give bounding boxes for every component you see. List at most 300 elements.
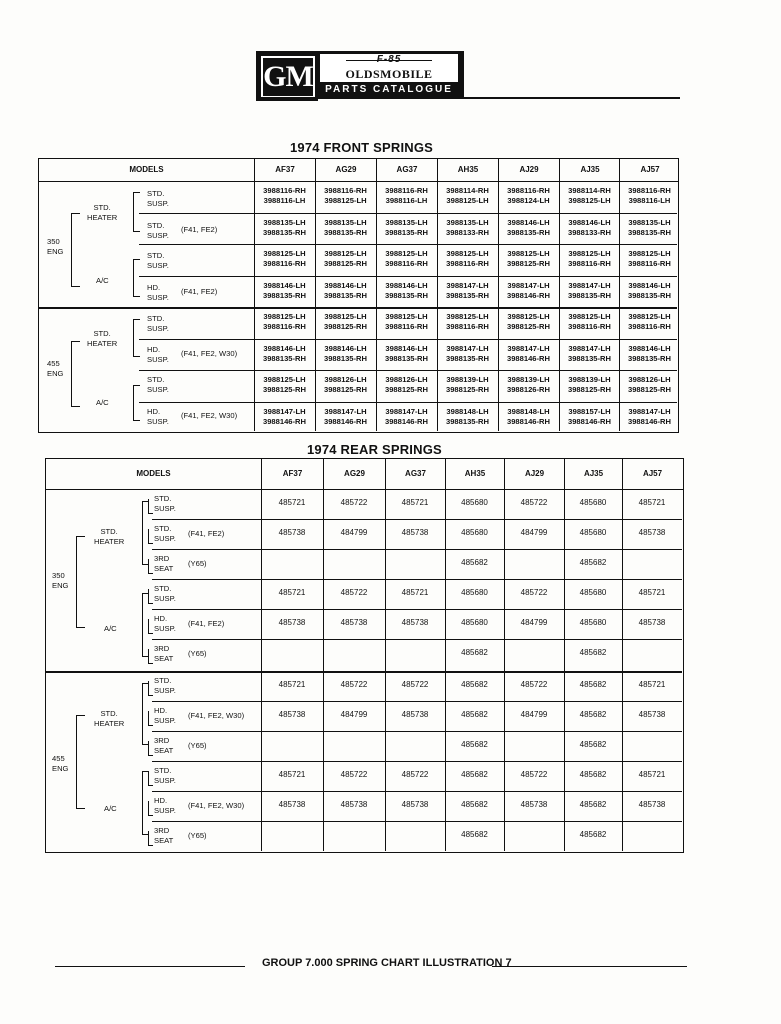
rear-spring-cell: 485680 (579, 528, 607, 537)
rear-spring-cell: 484799 (340, 710, 368, 719)
part-number: 3988125-LH (568, 196, 611, 205)
front-spring-cell (619, 375, 680, 395)
front-spring-cell (619, 407, 680, 427)
part-number: 3988147-LH (507, 280, 550, 290)
models-header: MODELS (136, 469, 171, 478)
front-spring-cell (559, 218, 620, 238)
rear-spring-cell: 485682 (579, 648, 607, 657)
row-label-line: 3RD (154, 554, 170, 563)
front-spring-cell (254, 186, 315, 206)
part-number: 3988116-LH (263, 196, 306, 205)
part-number: 3988125-RH (567, 385, 612, 394)
front-spring-cell (559, 186, 620, 206)
front-spring-cell (376, 312, 437, 332)
row-label-line: SUSP. (154, 534, 176, 543)
front-spring-cell (376, 375, 437, 395)
front-col-header-aj29: AJ29 (498, 159, 559, 181)
part-number: 3988125-LH (263, 375, 306, 384)
part-number: 3988157-LH (568, 406, 611, 416)
front-spring-cell (254, 375, 315, 395)
row-label-line: SUSP. (154, 716, 176, 725)
front-spring-cell (619, 312, 680, 332)
rear-spring-cell: 485721 (278, 770, 306, 779)
rear-col-header-aj29: AJ29 (504, 459, 564, 489)
row-label-bracket (148, 741, 153, 756)
row-label-line: SEAT (154, 836, 174, 845)
rear-spring-cell: 485722 (340, 770, 368, 779)
part-number: 3988147-LH (263, 406, 306, 416)
front-spring-cell (498, 186, 559, 206)
part-number: 3988146-LH (385, 280, 428, 290)
rear-row-divider (152, 549, 682, 550)
part-number: 3988125-LH (446, 196, 489, 205)
front-spring-cell (498, 249, 559, 269)
part-number: 3988135-LH (263, 217, 306, 227)
front-spring-cell (254, 312, 315, 332)
part-number: 3988126-LH (628, 375, 671, 384)
rear-spring-cell: 485721 (638, 498, 666, 507)
rear-spring-cell: 485722 (520, 588, 548, 597)
front-spring-cell (376, 344, 437, 364)
std-heater-label-350: STD. HEATER (94, 527, 125, 546)
front-spring-cell (437, 281, 498, 301)
part-number: 3988148-LH (507, 406, 550, 416)
front-row-divider (139, 276, 677, 277)
rear-spring-cell: 485738 (340, 618, 368, 627)
models-header: MODELS (129, 165, 164, 174)
row-label-line: 3RD (154, 736, 170, 745)
rear-spring-cell: 485721 (638, 588, 666, 597)
part-number: 3988116-LH (628, 196, 671, 205)
part-number: 3988125-LH (628, 312, 671, 321)
part-number: 3988133-RH (567, 227, 612, 237)
part-number: 3988139-LH (446, 375, 489, 384)
rear-col-divider (564, 489, 565, 851)
rear-col-divider (622, 489, 623, 851)
rear-spring-cell: 485722 (401, 680, 429, 689)
row-label-bracket (148, 831, 153, 846)
front-spring-cell (315, 249, 376, 269)
row-label-bracket (148, 711, 153, 726)
std-susp-label-r2: STD. SUSP. (147, 221, 169, 240)
rear-col-header-aj35: AJ35 (564, 459, 622, 489)
rear-spring-cell: 485680 (461, 528, 488, 537)
rear-spring-cell: 485682 (579, 830, 607, 839)
front-spring-cell (498, 281, 559, 301)
part-number: 3988116-RH (628, 186, 671, 195)
rear-option-codes: (Y65) (188, 649, 207, 658)
part-number: 3988146-LH (628, 343, 671, 353)
part-number: 3988116-RH (628, 322, 671, 331)
gm-logo (256, 51, 318, 101)
part-number: 3988126-LH (324, 375, 367, 384)
part-number: 3988116-RH (568, 259, 611, 268)
front-spring-cell (559, 249, 620, 269)
part-number: 3988124-LH (507, 196, 550, 205)
rear-spring-cell: 485680 (579, 618, 607, 627)
rear-col-header-ag37: AG37 (385, 459, 445, 489)
rear-spring-cell: 485682 (461, 648, 488, 657)
row-label-line: SUSP. (154, 806, 176, 815)
part-number: 3988125-LH (324, 196, 367, 205)
rear-spring-cell: 485722 (340, 680, 368, 689)
front-spring-cell (619, 249, 680, 269)
rear-col-header-ah35: AH35 (445, 459, 504, 489)
rear-col-header-ag29: AG29 (323, 459, 385, 489)
part-number: 3988135-RH (323, 227, 368, 237)
row-label-bracket (148, 499, 153, 514)
rear-spring-cell: 484799 (520, 710, 548, 719)
part-number: 3988135-LH (628, 217, 671, 227)
front-spring-cell (254, 407, 315, 427)
front-spring-cell (315, 312, 376, 332)
row-label-line: SUSP. (154, 776, 176, 785)
front-spring-cell (315, 218, 376, 238)
hd-susp-label-r6: HD. SUSP. (147, 345, 169, 364)
front-spring-cell (315, 344, 376, 364)
part-number: 3988146-LH (568, 217, 611, 227)
rear-col-header-af37: AF37 (261, 459, 323, 489)
rear-spring-cell: 484799 (520, 528, 548, 537)
part-number: 3988125-RH (627, 385, 672, 394)
front-spring-cell (315, 186, 376, 206)
row-label-bracket (148, 529, 153, 544)
rear-col-divider (323, 489, 324, 851)
part-number: 3988139-LH (507, 375, 550, 384)
rear-row-divider (46, 671, 682, 673)
part-number: 3988146-RH (506, 416, 551, 426)
part-number: 3988135-RH (627, 227, 672, 237)
rear-spring-cell: 485738 (278, 710, 306, 719)
footer-caption: GROUP 7.000 SPRING CHART ILLUSTRATION 7 (262, 957, 512, 969)
rear-row-label (154, 524, 176, 544)
f85-mark: F-85 (320, 54, 458, 65)
footer-rule-right (492, 966, 687, 967)
rear-col-divider (385, 489, 386, 851)
rear-spring-cell: 485682 (461, 710, 488, 719)
front-spring-cell (498, 312, 559, 332)
row-label-bracket (148, 559, 153, 574)
ac-label-455: A/C (96, 398, 109, 407)
rear-spring-cell: 485721 (638, 680, 666, 689)
front-col-header-aj35: AJ35 (559, 159, 620, 181)
rear-col-divider (445, 489, 446, 851)
part-number: 3988125-LH (507, 249, 550, 258)
eng-350-label: 350 ENG (52, 571, 69, 590)
eng-455-label: 455 ENG (52, 754, 69, 773)
front-row-divider (139, 402, 677, 403)
row-label-line: STD. (154, 766, 172, 775)
rear-option-codes: (Y65) (188, 559, 207, 568)
front-spring-cell (315, 281, 376, 301)
part-number: 3988116-RH (263, 186, 306, 195)
front-row-divider (139, 213, 677, 214)
row-label-bracket (148, 771, 153, 786)
part-number: 3988147-LH (324, 406, 367, 416)
rear-option-codes: (Y65) (188, 741, 207, 750)
rear-row-label (154, 796, 176, 816)
part-number: 3988125-LH (568, 249, 611, 258)
rear-spring-cell: 485721 (278, 498, 306, 507)
part-number: 3988135-RH (445, 353, 490, 363)
row-label-bracket (148, 589, 153, 604)
option-codes-r8: (F41, FE2, W30) (181, 411, 238, 420)
rear-spring-cell: 485721 (401, 498, 429, 507)
part-number: 3988126-LH (385, 375, 428, 384)
rear-spring-cell: 485722 (340, 498, 368, 507)
rear-spring-cell: 485682 (579, 558, 607, 567)
rear-spring-cell: 485680 (461, 588, 488, 597)
rear-spring-cell: 485738 (401, 528, 429, 537)
rear-spring-cell: 485682 (461, 770, 488, 779)
rear-spring-cell: 485738 (401, 710, 429, 719)
rear-row-label (154, 706, 176, 726)
front-spring-cell (437, 312, 498, 332)
rear-spring-cell: 485738 (638, 618, 666, 627)
catalogue-logo (256, 51, 466, 101)
front-col-header-ah35: AH35 (437, 159, 498, 181)
row-label-bracket (148, 681, 153, 696)
part-number: 3988116-RH (385, 186, 428, 195)
part-number: 3988125-LH (324, 249, 367, 258)
part-number: 3988125-LH (446, 312, 489, 321)
part-number: 3988147-LH (568, 280, 611, 290)
rear-option-codes: (F41, FE2, W30) (188, 711, 245, 720)
part-number: 3988139-LH (568, 375, 611, 384)
front-col-header-ag37: AG37 (376, 159, 437, 181)
row-label-line: HD. (154, 706, 168, 715)
part-number: 3988146-RH (262, 416, 307, 426)
rear-spring-cell: 485682 (579, 800, 607, 809)
eng-455-bracket (76, 715, 85, 809)
front-spring-cell (619, 281, 680, 301)
part-number: 3988126-RH (506, 385, 551, 394)
brand-block (316, 51, 464, 99)
front-spring-cell (376, 218, 437, 238)
part-number: 3988125-LH (385, 312, 428, 321)
ac-label-455: A/C (104, 804, 117, 813)
row-label-bracket (148, 619, 153, 634)
part-number: 3988146-RH (567, 416, 612, 426)
part-number: 3988125-LH (263, 249, 306, 258)
part-number: 3988116-RH (628, 259, 671, 268)
part-number: 3988146-LH (628, 280, 671, 290)
std-heater-label-455: STD. HEATER (87, 329, 118, 348)
front-spring-cell (498, 218, 559, 238)
part-number: 3988147-LH (507, 343, 550, 353)
rear-row-label (154, 494, 176, 514)
brand-top-panel (320, 54, 458, 82)
part-number: 3988146-LH (385, 343, 428, 353)
rear-col-divider (504, 489, 505, 851)
footer-rule-left (55, 966, 245, 967)
rear-row-label (154, 614, 176, 634)
front-spring-cell (498, 344, 559, 364)
rear-option-codes: (F41, FE2) (188, 529, 225, 538)
front-spring-cell (559, 375, 620, 395)
row-label-line: SUSP. (154, 594, 176, 603)
part-number: 3988135-LH (324, 217, 367, 227)
part-number: 3988125-LH (507, 312, 550, 321)
rear-row-divider (152, 791, 682, 792)
part-number: 3988146-RH (627, 416, 672, 426)
part-number: 3988116-RH (507, 186, 550, 195)
row-label-line: SEAT (154, 654, 174, 663)
part-number: 3988125-LH (446, 249, 489, 258)
row-label-line: HD. (154, 796, 168, 805)
rear-row-divider (152, 701, 682, 702)
rear-spring-cell: 485721 (278, 680, 306, 689)
part-number: 3988116-RH (385, 322, 428, 331)
front-spring-cell (619, 218, 680, 238)
rear-row-divider (152, 731, 682, 732)
part-number: 3988114-RH (568, 186, 611, 195)
rear-option-codes: (Y65) (188, 831, 207, 840)
row-label-line: 3RD (154, 826, 170, 835)
rear-springs-title: 1974 REAR SPRINGS (307, 442, 442, 457)
option-codes-r4: (F41, FE2) (181, 287, 218, 296)
eng-350-bracket (76, 536, 85, 628)
part-number: 3988135-RH (323, 290, 368, 300)
part-number: 3988116-RH (263, 322, 306, 331)
ac-label-350: A/C (96, 276, 109, 285)
rear-spring-cell: 485738 (401, 618, 429, 627)
part-number: 3988146-LH (507, 217, 550, 227)
rear-spring-cell: 485738 (278, 618, 306, 627)
part-number: 3988135-RH (506, 227, 551, 237)
front-spring-cell (498, 407, 559, 427)
rear-spring-cell: 485682 (579, 770, 607, 779)
row-label-bracket (148, 801, 153, 816)
hd-susp-label-r8: HD. SUSP. (147, 407, 169, 426)
row-label-line: STD. (154, 524, 172, 533)
rear-spring-cell: 485738 (520, 800, 548, 809)
part-number: 3988146-LH (263, 343, 306, 353)
front-spring-cell (437, 218, 498, 238)
row-label-line: SEAT (154, 746, 174, 755)
part-number: 3988135-RH (445, 290, 490, 300)
front-col-header-ag29: AG29 (315, 159, 376, 181)
part-number: 3988135-RH (445, 416, 490, 426)
brand-subtitle: PARTS CATALOGUE (325, 84, 453, 95)
part-number: 3988135-RH (323, 353, 368, 363)
part-number: 3988146-LH (263, 280, 306, 290)
front-spring-cell (437, 186, 498, 206)
front-spring-cell (315, 407, 376, 427)
front-spring-cell (254, 249, 315, 269)
part-number: 3988147-LH (446, 280, 489, 290)
part-number: 3988135-LH (385, 217, 428, 227)
row-label-line: SUSP. (154, 686, 176, 695)
std-susp-label-r5: STD. SUSP. (147, 314, 169, 333)
rear-row-label (154, 644, 173, 664)
std-heater-label-350: STD. HEATER (87, 203, 118, 222)
row-label-line: 3RD (154, 644, 170, 653)
part-number: 3988125-LH (385, 249, 428, 258)
part-number: 3988125-LH (263, 312, 306, 321)
part-number: 3988116-RH (385, 259, 428, 268)
rear-spring-cell: 485738 (638, 710, 666, 719)
front-spring-cell (437, 375, 498, 395)
rear-row-label (154, 736, 173, 756)
part-number: 3988146-LH (324, 280, 367, 290)
front-spring-cell (559, 281, 620, 301)
part-number: 3988135-RH (262, 227, 307, 237)
part-number: 3988116-LH (385, 196, 428, 205)
option-codes-r6: (F41, FE2, W30) (181, 349, 238, 358)
rear-spring-cell: 485682 (579, 710, 607, 719)
rear-spring-cell: 485738 (278, 800, 306, 809)
rear-row-divider (152, 821, 682, 822)
rear-spring-cell: 485722 (401, 770, 429, 779)
part-number: 3988125-RH (323, 259, 368, 268)
rear-spring-cell: 485738 (401, 800, 429, 809)
part-number: 3988125-RH (323, 385, 368, 394)
rear-row-label (154, 766, 176, 786)
std-susp-label-r1: STD. SUSP. (147, 189, 169, 208)
front-col-header-af37: AF37 (254, 159, 315, 181)
part-number: 3988135-RH (384, 227, 429, 237)
part-number: 3988135-RH (384, 353, 429, 363)
rear-spring-cell: 485722 (520, 498, 548, 507)
ac-label-350: A/C (104, 624, 117, 633)
eng-350-bracket (71, 213, 80, 287)
part-number: 3988116-RH (324, 186, 367, 195)
front-spring-cell (315, 375, 376, 395)
part-number: 3988125-LH (628, 249, 671, 258)
rear-spring-cell: 485682 (461, 558, 488, 567)
part-number: 3988135-RH (567, 353, 612, 363)
front-row-divider (139, 244, 677, 245)
part-number: 3988116-RH (568, 322, 611, 331)
front-row-divider (139, 370, 677, 371)
part-number: 3988125-LH (568, 312, 611, 321)
option-codes-r2: (F41, FE2) (181, 225, 218, 234)
rear-spring-cell: 485680 (579, 588, 607, 597)
rear-row-divider (152, 579, 682, 580)
rear-spring-cell: 485738 (340, 800, 368, 809)
part-number: 3988135-LH (446, 217, 489, 227)
front-spring-cell (376, 281, 437, 301)
part-number: 3988125-RH (445, 385, 490, 394)
row-label-line: SUSP. (154, 624, 176, 633)
row-label-line: HD. (154, 614, 168, 623)
part-number: 3988135-RH (262, 290, 307, 300)
part-number: 3988147-LH (568, 343, 611, 353)
rear-spring-cell: 485722 (520, 680, 548, 689)
front-springs-title: 1974 FRONT SPRINGS (290, 140, 434, 155)
front-spring-cell (254, 218, 315, 238)
rear-spring-cell: 485738 (638, 528, 666, 537)
rear-spring-cell: 485680 (579, 498, 607, 507)
front-spring-cell (376, 407, 437, 427)
part-number: 3988133-RH (445, 227, 490, 237)
part-number: 3988125-RH (262, 385, 307, 394)
front-spring-cell (559, 344, 620, 364)
rear-row-label (154, 676, 176, 696)
rear-row-divider (152, 639, 682, 640)
front-spring-cell (376, 249, 437, 269)
part-number: 3988125-RH (384, 385, 429, 394)
part-number: 3988147-LH (446, 343, 489, 353)
rear-spring-cell: 485682 (579, 680, 607, 689)
rear-row-label (154, 554, 173, 574)
front-spring-cell (437, 344, 498, 364)
ac-bracket-350 (133, 259, 140, 297)
part-number: 3988125-RH (506, 259, 551, 268)
part-number: 3988135-RH (627, 290, 672, 300)
rear-spring-cell: 485682 (579, 740, 607, 749)
